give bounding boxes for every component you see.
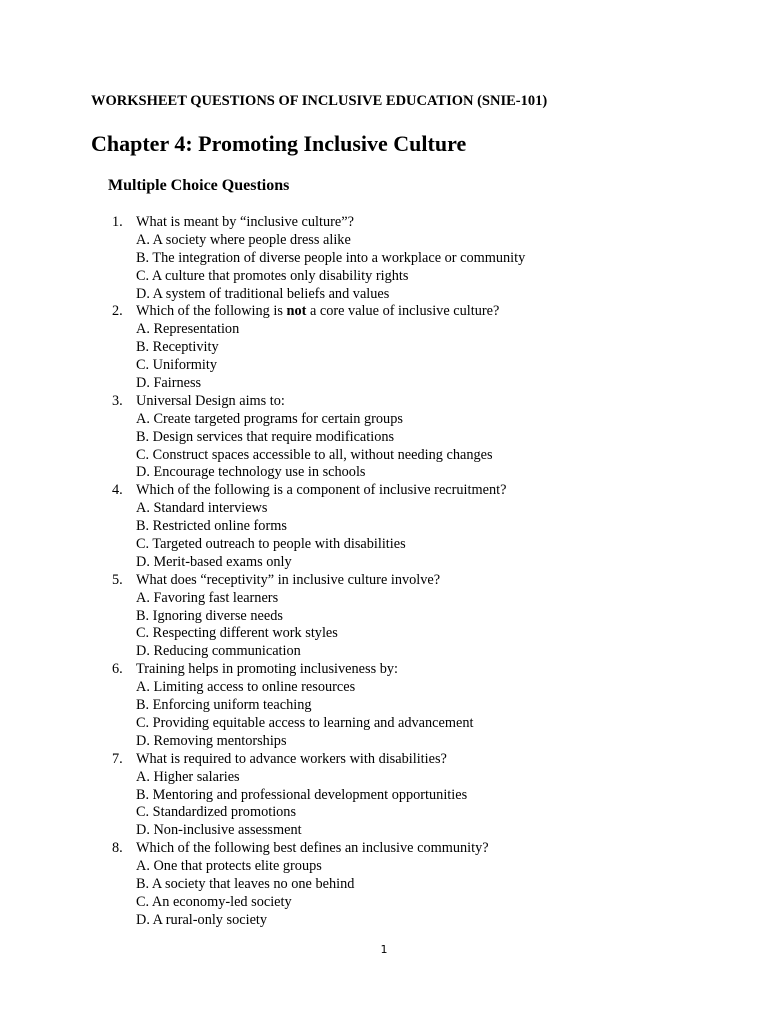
question-line [0,840,768,858]
answer-option [0,804,768,822]
answer-option-text: C. Providing equitable access to learning and advancement [136,714,474,731]
answer-option-text: A. Create targeted programs for certain groups [136,410,403,427]
answer-option [0,411,768,429]
answer-option [0,447,768,465]
question-number: 1. [112,214,123,230]
question-number: 2. [112,303,123,320]
chapter-title: Chapter 4: Promoting Inclusive Culture [91,131,467,156]
answer-option [0,268,768,286]
answer-option-text: B. Receptivity [136,339,219,356]
answer-option [0,733,768,751]
question-line [0,751,768,769]
answer-option-text: A. A society where people dress alike [136,231,351,248]
answer-option-text: C. Respecting different work styles [136,625,338,642]
answer-option [0,429,768,447]
question-number: 5. [112,571,123,588]
question-text-part: What is required to advance workers with disabilities? [136,750,447,767]
answer-option-text: D. Fairness [136,375,202,392]
question-item [0,661,768,750]
question-text-part: Training helps in promoting inclusiveness by: [136,661,398,678]
answer-option-text: D. Merit-based exams only [136,553,292,570]
answer-option [0,518,768,536]
page-number: 1 [380,943,388,956]
answer-option-text: B. Restricted online forms [136,518,287,535]
answer-option-text: C. Construct spaces accessible to all, without needing changes [136,446,493,463]
question-item [0,572,768,661]
answer-option-text: B. Mentoring and professional development opportunities [136,786,468,803]
answer-option [0,787,768,805]
answer-option-text: C. Standardized promotions [136,804,297,821]
answer-option [0,232,768,250]
question-text-part: Universal Design aims to: [136,392,285,409]
answer-option-text: A. One that protects elite groups [136,858,322,875]
question-number: 4. [112,482,123,499]
question-item [0,303,768,392]
answer-option-text: D. Reducing communication [136,643,301,660]
answer-option-text: A. Limiting access to online resources [136,679,356,696]
question-text [136,214,354,232]
answer-option-text: D. A rural-only society [136,911,268,928]
question-list [0,214,768,930]
answer-option [0,876,768,894]
answer-option-text: B. The integration of diverse people into a workplace or community [136,249,526,266]
answer-option-text: C. A culture that promotes only disability rights [136,267,409,284]
answer-option-text: C. An economy-led society [136,893,292,910]
question-line [0,661,768,679]
answer-option [0,339,768,357]
answer-option [0,769,768,787]
question-text [136,840,489,858]
question-text [136,572,440,590]
question-item [0,840,768,929]
question-text [136,482,506,500]
answer-option-text: D. Encourage technology use in schools [136,464,366,481]
answer-option-text: D. Non-inclusive assessment [136,822,302,839]
answer-option-text: B. Enforcing uniform teaching [136,697,312,714]
question-line [0,303,768,321]
answer-option [0,643,768,661]
answer-option [0,822,768,840]
question-item [0,393,768,482]
question-text [136,303,499,321]
worksheet-header: WORKSHEET QUESTIONS OF INCLUSIVE EDUCATION (SNIE-101) [91,93,548,109]
question-text-part: Which of the following is a component of inclusive recruitment? [136,482,507,499]
answer-option [0,894,768,912]
answer-option [0,250,768,268]
question-line [0,214,768,232]
question-text [136,393,285,411]
question-text-part: Which of the following best defines an inclusive community? [136,840,489,857]
answer-option-text: B. Design services that require modifications [136,428,395,445]
answer-option-text: A. Higher salaries [136,768,240,785]
answer-option-text: B. Ignoring diverse needs [136,607,283,624]
answer-option [0,500,768,518]
question-item [0,751,768,840]
question-number: 8. [112,840,123,857]
answer-option-text: C. Targeted outreach to people with disabilities [136,536,406,553]
answer-option [0,608,768,626]
answer-option [0,536,768,554]
question-item [0,214,768,303]
answer-option [0,286,768,304]
answer-option [0,554,768,572]
answer-option [0,715,768,733]
answer-option [0,464,768,482]
answer-option [0,697,768,715]
question-emphasis: not [286,303,307,320]
answer-option [0,357,768,375]
section-title: Multiple Choice Questions [108,177,290,194]
question-text-part: What does “receptivity” in inclusive culture involve? [136,571,441,588]
answer-option [0,375,768,393]
question-line [0,393,768,411]
question-text [136,661,398,679]
answer-option [0,625,768,643]
answer-option-text: B. A society that leaves no one behind [136,875,355,892]
question-text [136,751,447,769]
question-number: 7. [112,750,123,767]
answer-option-text: A. Favoring fast learners [136,589,279,606]
question-number: 3. [112,392,123,409]
answer-option-text: C. Uniformity [136,357,218,374]
answer-option [0,679,768,697]
answer-option-text: D. Removing mentorships [136,732,287,749]
question-number: 6. [112,661,123,678]
question-text-part: Which of the following is [136,303,287,320]
question-line [0,572,768,590]
question-text-part: a core value of inclusive culture? [306,303,500,320]
answer-option [0,858,768,876]
question-line [0,482,768,500]
answer-option-text: D. A system of traditional beliefs and values [136,285,390,302]
answer-option-text: A. Representation [136,321,240,338]
question-item [0,482,768,571]
answer-option-text: A. Standard interviews [136,500,268,517]
question-text-part: What is meant by “inclusive culture”? [136,214,354,230]
answer-option [0,321,768,339]
answer-option [0,912,768,930]
answer-option [0,590,768,608]
